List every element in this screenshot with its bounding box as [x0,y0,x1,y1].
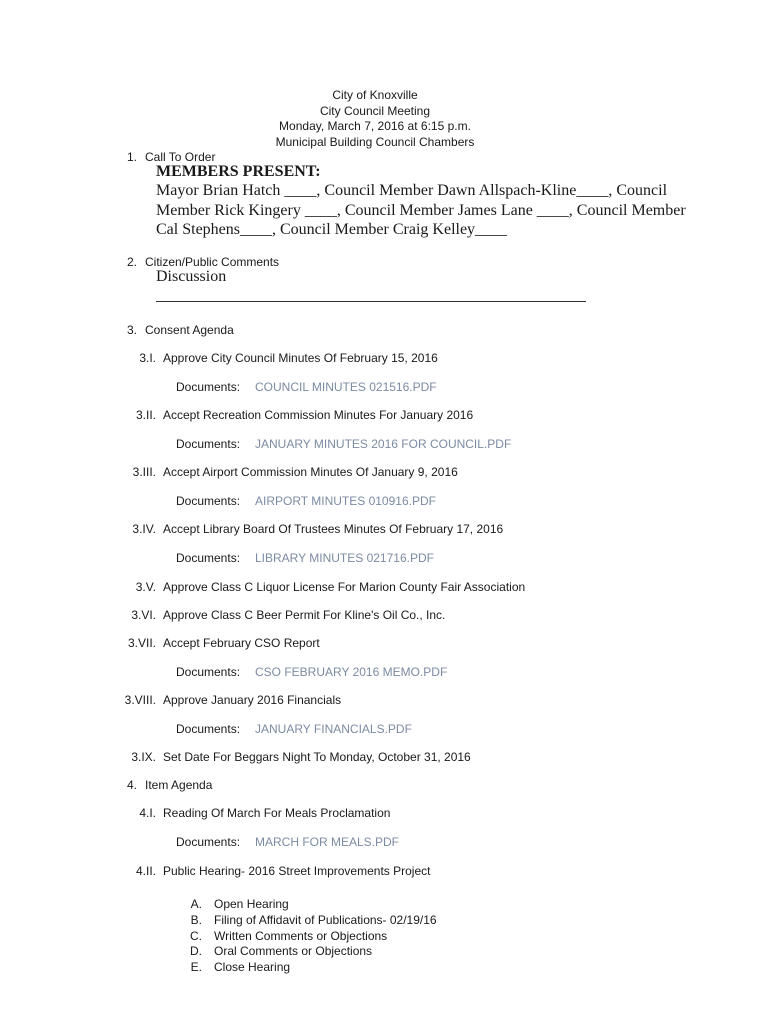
section-number-call: 1. [126,150,137,164]
discussion-line [156,301,586,302]
document-link[interactable]: JANUARY MINUTES 2016 FOR COUNCIL.PDF [255,437,512,451]
agenda-item-number: 3.V. [135,580,156,594]
section-title-citizen: Citizen/Public Comments [145,255,280,269]
documents-label: Documents: [176,722,241,736]
agenda-item-text: Approve Class C Liquor License For Marion County Fair Association [163,580,526,594]
agenda-item-number: 3.I. [139,351,156,365]
section-number-item: 4. [126,778,137,792]
members-line: Cal Stephens____, Council Member Craig Kelley____ [156,221,508,238]
documents-label: Documents: [176,437,241,451]
hearing-step-letter: D. [190,944,202,958]
document-link[interactable]: LIBRARY MINUTES 021716.PDF [255,551,434,565]
members-line: Mayor Brian Hatch ____, Council Member Dawn Allspach-Kline____, Council [156,182,668,199]
meeting-location: Municipal Building Council Chambers [275,134,475,149]
meeting-name: City Council Meeting [319,103,431,118]
hearing-step-text: Close Hearing [214,960,291,974]
agenda-item-number: 3.VIII. [124,693,156,707]
agenda-item-number: 4.II. [135,864,156,878]
hearing-step-letter: C. [190,929,202,943]
section-number-consent: 3. [126,323,137,337]
document-link[interactable]: MARCH FOR MEALS.PDF [255,835,400,849]
section-title-item: Item Agenda [145,778,213,792]
agenda-item-text: Accept Airport Commission Minutes Of January 9, 2016 [163,465,458,479]
document-header [0,88,750,150]
agenda-item-number: 3.VI. [131,608,156,622]
section-title-call: Call To Order [145,150,216,164]
agenda-item-number: 3.III. [132,465,156,479]
agenda-item-number: 4.I. [139,806,156,820]
documents-label: Documents: [176,380,241,394]
agenda-item-text: Accept Recreation Commission Minutes For January 2016 [163,408,474,422]
hearing-step-letter: B. [190,913,202,927]
members-line: Member Rick Kingery ____, Council Member James Lane ____, Council Member [156,201,686,219]
hearing-step-text: Written Comments or Objections [214,929,388,943]
document-link[interactable]: AIRPORT MINUTES 010916.PDF [255,494,436,508]
members-present-list [156,181,686,240]
document-link[interactable]: JANUARY FINANCIALS.PDF [255,722,412,736]
hearing-step-letter: E. [190,960,202,974]
documents-label: Documents: [176,551,241,565]
agenda-item-text: Public Hearing- 2016 Street Improvements Project [163,864,431,878]
agenda-item-text: Approve City Council Minutes Of February 15, 2016 [163,351,438,365]
members-present-title: MEMBERS PRESENT: [156,163,321,180]
section-number-citizen: 2. [126,255,137,269]
agenda-item-number: 3.II. [135,408,156,422]
hearing-step-text: Open Hearing [214,897,289,911]
agenda-item-text: Set Date For Beggars Night To Monday, October 31, 2016 [163,750,471,764]
agenda-item-text: Approve Class C Beer Permit For Kline's Oil Co., Inc. [163,608,446,622]
hearing-step-letter: A. [190,897,202,911]
agenda-item-text: Accept February CSO Report [163,636,320,650]
document-link[interactable]: COUNCIL MINUTES 021516.PDF [255,380,437,394]
agenda-item-number: 3.IV. [132,522,156,536]
agenda-item-text: Approve January 2016 Financials [163,693,342,707]
agenda-item-number: 3.VII. [127,636,156,650]
agenda-item-number: 3.IX. [131,750,156,764]
documents-label: Documents: [176,665,241,679]
documents-label: Documents: [176,835,241,849]
hearing-step-text: Oral Comments or Objections [214,944,373,958]
discussion-label: Discussion [156,268,227,285]
city-name: City of Knoxville [332,88,418,102]
hearing-step-text: Filing of Affidavit of Publications- 02/19/16 [214,913,437,927]
section-title-consent: Consent Agenda [145,323,234,337]
document-link[interactable]: CSO FEBRUARY 2016 MEMO.PDF [255,665,448,679]
meeting-datetime: Monday, March 7, 2016 at 6:15 p.m. [279,119,471,133]
agenda-item-text: Accept Library Board Of Trustees Minutes Of February 17, 2016 [163,522,504,536]
agenda-item-text: Reading Of March For Meals Proclamation [163,806,391,820]
documents-label: Documents: [176,494,241,508]
